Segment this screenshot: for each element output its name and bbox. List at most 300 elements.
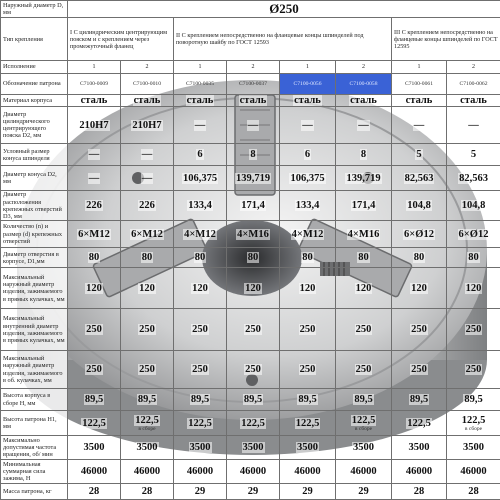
spec-value-cell	[336, 460, 392, 483]
designation-row	[1, 73, 500, 94]
spec-value: 89,5	[354, 394, 373, 406]
spec-value-cell	[336, 248, 392, 268]
spec-value: 250	[411, 364, 427, 376]
spec-value: 122,5	[135, 414, 159, 426]
spec-value-cell	[227, 94, 280, 106]
spec-value: 4×M12	[184, 228, 216, 240]
spec-value-cell	[336, 190, 392, 220]
spec-value: 8	[250, 149, 256, 161]
spec-value: —	[141, 172, 153, 184]
spec-value-cell	[68, 483, 121, 499]
spec-value: 4×M16	[347, 228, 380, 240]
execution-cell: 1	[280, 61, 336, 73]
spec-value-cell	[227, 411, 280, 436]
spec-value: 122,5	[82, 417, 106, 429]
spec-value: 250	[411, 324, 427, 336]
spec-value-cell	[68, 166, 121, 191]
spec-value-cell	[280, 435, 336, 460]
spec-value-cell	[280, 94, 336, 106]
designation-code: С7100-0037	[227, 73, 280, 94]
spec-value-cell	[336, 94, 392, 106]
spec-value: 250	[192, 364, 208, 376]
spec-value-cell	[174, 221, 227, 248]
spec-value-cell	[68, 411, 121, 436]
execution-cell: 2	[227, 61, 280, 73]
spec-value: 3500	[136, 442, 158, 454]
spec-value: 250	[465, 364, 482, 376]
spec-value: 106,375	[290, 172, 325, 184]
spec-value-cell	[121, 166, 174, 191]
spec-value-cell	[121, 94, 174, 106]
spec-value: 171,4	[351, 200, 376, 212]
spec-value: 29	[247, 485, 259, 497]
spec-value-cell	[336, 166, 392, 191]
spec-value: 80	[468, 252, 479, 264]
spec-value-cell	[121, 221, 174, 248]
designation-code-highlighted: С7100-0056	[280, 73, 336, 94]
spec-value-cell	[121, 388, 174, 410]
spec-value-cell	[227, 190, 280, 220]
spec-value-cell	[280, 166, 336, 191]
spec-value-cell	[280, 483, 336, 499]
spec-value-cell	[174, 166, 227, 191]
spec-value: 80	[358, 252, 369, 264]
spec-value-cell	[392, 309, 447, 351]
spec-value-cell	[121, 460, 174, 483]
spec-value-cell	[68, 388, 121, 410]
spec-value-cell	[174, 144, 227, 166]
spec-row	[1, 435, 500, 460]
spec-value: 29	[302, 485, 313, 497]
spec-value-cell	[447, 166, 500, 191]
spec-value-cell	[121, 248, 174, 268]
spec-value: 226	[86, 200, 102, 212]
spec-value-cell	[174, 309, 227, 351]
spec-value: 46000	[294, 466, 321, 477]
spec-value: 28	[468, 485, 479, 497]
spec-value: 89,5	[409, 394, 429, 406]
spec-value-cell	[392, 388, 447, 410]
spec-value: 250	[299, 324, 316, 336]
spec-value: 226	[139, 200, 155, 212]
spec-value: 139,719	[346, 172, 381, 184]
spec-value: 122,5	[461, 414, 486, 426]
spec-row	[1, 94, 500, 106]
spec-row	[1, 190, 500, 220]
spec-value: 29	[194, 485, 206, 497]
spec-value-cell	[336, 435, 392, 460]
spec-value-cell	[174, 94, 227, 106]
spec-value-cell	[227, 144, 280, 166]
spec-value: 250	[355, 324, 372, 336]
spec-value-cell	[447, 107, 500, 144]
designation-code: С7100-0035	[174, 73, 227, 94]
spec-value: 80	[88, 252, 100, 264]
spec-value-cell	[121, 483, 174, 499]
spec-value: 250	[355, 364, 372, 376]
designation-code: С7100-0010	[121, 73, 174, 94]
spec-value-cell	[280, 248, 336, 268]
spec-value: 82,563	[404, 172, 434, 184]
spec-value: 122,5	[188, 417, 212, 429]
execution-label: Исполнение	[1, 61, 68, 73]
spec-value: 133,4	[295, 200, 320, 212]
spec-row-label: Высота корпуса в сборе Н, мм	[1, 388, 68, 410]
spec-value-cell	[227, 388, 280, 410]
spec-value-cell	[392, 107, 447, 144]
spec-value-cell	[447, 221, 500, 248]
spec-value: 3500	[353, 442, 374, 454]
spec-value: 80	[141, 252, 153, 264]
spec-value-cell	[280, 388, 336, 410]
spec-row	[1, 483, 500, 499]
spec-row	[1, 248, 500, 268]
spec-value-cell	[68, 435, 121, 460]
mount-type-3: III С креплением непосредственно на фланцевые концы шпинделей по ГОСТ 12595	[392, 18, 500, 61]
spec-value-note: в сборе	[464, 425, 483, 432]
spec-row	[1, 268, 500, 309]
spec-value-cell	[227, 221, 280, 248]
spec-value: 46000	[186, 466, 214, 477]
spec-row-label: Диаметр отверстия в корпусе, D1,мм	[1, 248, 68, 268]
spec-value: —	[413, 119, 425, 131]
spec-value: 46000	[405, 466, 433, 477]
spec-row	[1, 411, 500, 436]
spec-row	[1, 388, 500, 410]
spec-value: 120	[299, 282, 316, 294]
spec-value-cell	[174, 351, 227, 389]
spec-value: 89,5	[298, 394, 317, 406]
spec-row-label: Количество (n) и размер (d) крепежных отверстий	[1, 221, 68, 248]
spec-value: 3500	[242, 442, 264, 454]
spec-value-cell	[447, 460, 500, 483]
spec-value-cell	[447, 388, 500, 410]
spec-value-cell	[447, 144, 500, 166]
mount-type-1: I С цилиндрическим центрирующим пояском и с креплением через промежуточный фланец	[68, 18, 174, 61]
spec-value-cell	[336, 351, 392, 389]
spec-row-label: Высота патрона H1, мм	[1, 411, 68, 436]
spec-value: —	[468, 119, 479, 131]
designation-code: С7100-0009	[68, 73, 121, 94]
spec-value-cell	[280, 351, 336, 389]
spec-value-cell	[227, 166, 280, 191]
designation-code-highlighted: С7100-0058	[336, 73, 392, 94]
spec-value-cell	[447, 190, 500, 220]
spec-value: 89,5	[243, 394, 263, 406]
spec-value-cell	[174, 268, 227, 309]
spec-value-cell	[447, 435, 500, 460]
spec-value: 4×M16	[237, 228, 269, 240]
spec-row	[1, 351, 500, 389]
spec-value-cell	[227, 248, 280, 268]
spec-value: 3500	[408, 442, 430, 454]
spec-value-cell	[227, 483, 280, 499]
spec-value: 6×M12	[78, 228, 110, 240]
execution-cell: 1	[174, 61, 227, 73]
spec-value: 46000	[239, 466, 267, 477]
execution-cell: 2	[447, 61, 500, 73]
spec-value: 80	[194, 252, 206, 264]
spec-value: 250	[465, 324, 482, 336]
spec-value: сталь	[133, 95, 161, 107]
spec-row	[1, 221, 500, 248]
spec-value: 250	[245, 324, 261, 336]
spec-value: 29	[358, 485, 369, 497]
spec-value: —	[88, 149, 100, 161]
spec-value: сталь	[80, 95, 108, 107]
designation-code: С7100-0062	[447, 73, 500, 94]
spec-value: 120	[192, 282, 208, 294]
spec-value-cell	[447, 248, 500, 268]
spec-value: 120	[411, 282, 427, 294]
spec-value-cell	[68, 248, 121, 268]
spec-value: 250	[139, 364, 155, 376]
spec-value-cell	[392, 190, 447, 220]
execution-cell: 2	[121, 61, 174, 73]
spec-value: 122,5	[295, 417, 320, 429]
spec-value-cell	[280, 221, 336, 248]
spec-value-cell	[447, 94, 500, 106]
spec-value-cell	[392, 248, 447, 268]
spec-value-note: в сборе	[138, 425, 156, 432]
spec-value-cell	[68, 460, 121, 483]
spec-value-cell	[68, 190, 121, 220]
spec-value-cell	[227, 460, 280, 483]
spec-value: —	[358, 119, 369, 131]
spec-row-label: Масса патрона, кг	[1, 483, 68, 499]
spec-value-cell	[336, 221, 392, 248]
spec-value-cell	[121, 351, 174, 389]
spec-value-cell	[392, 411, 447, 436]
execution-cell: 2	[336, 61, 392, 73]
spec-value: 89,5	[84, 394, 104, 406]
spec-value-cell	[68, 351, 121, 389]
spec-value-cell	[280, 460, 336, 483]
spec-value-cell	[68, 144, 121, 166]
spec-value: 250	[86, 364, 102, 376]
spec-value-cell	[121, 309, 174, 351]
spec-value-cell	[174, 483, 227, 499]
spec-value: 5	[470, 149, 477, 161]
spec-value-cell	[447, 351, 500, 389]
spec-value: 4×M12	[291, 228, 324, 240]
spec-value: 250	[139, 324, 155, 336]
spec-value: 122,5	[407, 417, 431, 429]
spec-value: 89,5	[190, 394, 210, 406]
mount-type-label: Тип крепления	[1, 18, 68, 61]
spec-value-cell	[280, 190, 336, 220]
spec-value: 6×Ø12	[404, 228, 434, 240]
diameter-value: Ø250	[68, 1, 500, 18]
spec-value-cell	[336, 309, 392, 351]
spec-value-cell	[336, 268, 392, 309]
spec-value: 122,5	[241, 417, 265, 429]
spec-value: 80	[302, 252, 313, 264]
spec-value-cell	[336, 483, 392, 499]
spec-value-cell	[392, 483, 447, 499]
spec-value: 6	[304, 149, 311, 161]
spec-value: 210H7	[79, 119, 109, 131]
spec-value: сталь	[405, 95, 433, 107]
spec-value: 6×M12	[131, 228, 163, 240]
spec-row-label: Максимальный внутренний диаметр изделия, зажимаемого в прямых кулачках, мм	[1, 309, 68, 351]
spec-value: сталь	[294, 95, 321, 107]
spec-value: 104,8	[407, 200, 431, 212]
spec-value: сталь	[239, 95, 267, 107]
spec-row-label: Диаметр цилиндрического центрирующего пояска D2, мм	[1, 107, 68, 144]
spec-value: —	[141, 149, 153, 161]
execution-cell: 1	[392, 61, 447, 73]
spec-value-cell	[227, 107, 280, 144]
spec-value-cell	[174, 411, 227, 436]
spec-value: 28	[413, 485, 425, 497]
spec-value-cell	[174, 460, 227, 483]
spec-value-cell	[447, 483, 500, 499]
spec-value-cell	[68, 94, 121, 106]
spec-value-cell	[121, 268, 174, 309]
spec-row-label: Максимальный наружный диаметр изделия, зажимаемого в об. кулачках, мм	[1, 351, 68, 389]
spec-value-cell	[392, 221, 447, 248]
spec-value-cell	[392, 94, 447, 106]
spec-value: 3500	[83, 442, 105, 454]
spec-value: 6	[197, 149, 203, 161]
spec-value-cell	[447, 268, 500, 309]
spec-value: сталь	[460, 95, 487, 107]
spec-value-cell	[227, 309, 280, 351]
spec-row-label: Диаметр расположения крепежных отверстий D3, мм	[1, 190, 68, 220]
spec-value: 6×Ø12	[458, 228, 489, 240]
spec-value-cell	[336, 388, 392, 410]
spec-value: 28	[141, 485, 153, 497]
designation-label: Обозначение патрона	[1, 73, 68, 94]
execution-row	[1, 61, 500, 73]
spec-value: 250	[299, 364, 316, 376]
spec-value-cell	[392, 460, 447, 483]
diameter-row	[1, 1, 500, 18]
spec-row	[1, 144, 500, 166]
spec-value: 210H7	[132, 119, 162, 131]
spec-row	[1, 460, 500, 483]
spec-value-cell	[68, 221, 121, 248]
spec-value: 171,4	[241, 200, 265, 212]
spec-value: 5	[416, 149, 422, 161]
spec-value-cell	[280, 144, 336, 166]
spec-value-cell	[280, 309, 336, 351]
spec-value: 80	[247, 252, 259, 264]
spec-row-label: Минимальная суммарная сила зажима, Н	[1, 460, 68, 483]
spec-value: сталь	[350, 95, 377, 107]
spec-value: 250	[192, 324, 208, 336]
spec-value: 28	[88, 485, 100, 497]
spec-value-cell	[121, 411, 174, 436]
spec-value-cell	[392, 268, 447, 309]
spec-value-cell	[121, 107, 174, 144]
spec-value: 89,5	[464, 394, 483, 406]
spec-value-note: в сборе	[354, 425, 373, 432]
spec-value-cell	[447, 309, 500, 351]
spec-value-cell	[447, 411, 500, 436]
spec-value: 120	[139, 282, 155, 294]
spec-value: 80	[413, 252, 425, 264]
spec-value: 46000	[133, 466, 161, 477]
spec-row	[1, 166, 500, 191]
spec-value-cell	[174, 248, 227, 268]
spec-value-cell	[121, 435, 174, 460]
spec-value-cell	[68, 309, 121, 351]
spec-value-cell	[174, 107, 227, 144]
spec-value-cell	[392, 351, 447, 389]
spec-row-label: Максимальный наружный диаметр изделия, зажимаемого в прямых кулачках, мм	[1, 268, 68, 309]
spec-row	[1, 309, 500, 351]
designation-code: С7100-0061	[392, 73, 447, 94]
spec-value: 8	[360, 149, 367, 161]
spec-value: сталь	[186, 95, 214, 107]
spec-row	[1, 107, 500, 144]
spec-value: 3500	[297, 442, 318, 454]
spec-value: 120	[465, 282, 482, 294]
spec-value: 120	[355, 282, 372, 294]
spec-value-cell	[336, 107, 392, 144]
spec-value: 120	[245, 282, 261, 294]
spec-value-cell	[174, 435, 227, 460]
spec-value-cell	[392, 435, 447, 460]
spec-value-cell	[121, 144, 174, 166]
spec-value: 139,719	[235, 172, 271, 184]
mount-type-2: II С креплением непосредственно на фланцевые концы шпинделей под поворотную шайбу по ГОСТ 12593	[174, 18, 392, 61]
spec-value: 250	[245, 364, 261, 376]
spec-value: 82,563	[459, 172, 488, 184]
spec-value-cell	[121, 190, 174, 220]
spec-value: —	[88, 172, 100, 184]
spec-value: 133,4	[188, 200, 212, 212]
spec-value-cell	[174, 388, 227, 410]
spec-value: 104,8	[461, 200, 486, 212]
spec-rows	[1, 94, 500, 499]
spec-value: 122,5	[351, 414, 376, 426]
spec-value-cell	[280, 411, 336, 436]
mount-type-row	[1, 18, 500, 61]
spec-value: 89,5	[137, 394, 157, 406]
spec-row-label: Материал корпуса	[1, 94, 68, 106]
spec-value-cell	[227, 351, 280, 389]
spec-row-label: Диаметр конуса D2, мм	[1, 166, 68, 191]
spec-value-cell	[336, 144, 392, 166]
spec-value: 250	[86, 324, 102, 336]
spec-value: 3500	[463, 442, 484, 454]
spec-value: 46000	[80, 466, 108, 477]
spec-value-cell	[392, 166, 447, 191]
spec-value-cell	[280, 107, 336, 144]
spec-value-cell	[280, 268, 336, 309]
spec-value: 106,375	[182, 172, 218, 184]
spec-value-cell	[227, 435, 280, 460]
spec-value-cell	[68, 107, 121, 144]
spec-value: —	[194, 119, 206, 131]
spec-value-cell	[227, 268, 280, 309]
spec-value-cell	[336, 411, 392, 436]
diameter-label: Наружный диаметр D, мм	[1, 1, 68, 18]
spec-row-label: Условный размер конуса шпинделя	[1, 144, 68, 166]
spec-value: —	[247, 119, 259, 131]
spec-row-label: Максимально допустимая частота вращения, об/ мин	[1, 435, 68, 460]
spec-value: 46000	[460, 466, 487, 477]
spec-value-cell	[68, 268, 121, 309]
spec-value-cell	[392, 144, 447, 166]
spec-value: 46000	[350, 466, 377, 477]
execution-cell: 1	[68, 61, 121, 73]
spec-value: 120	[86, 282, 102, 294]
spec-value: —	[302, 119, 313, 131]
